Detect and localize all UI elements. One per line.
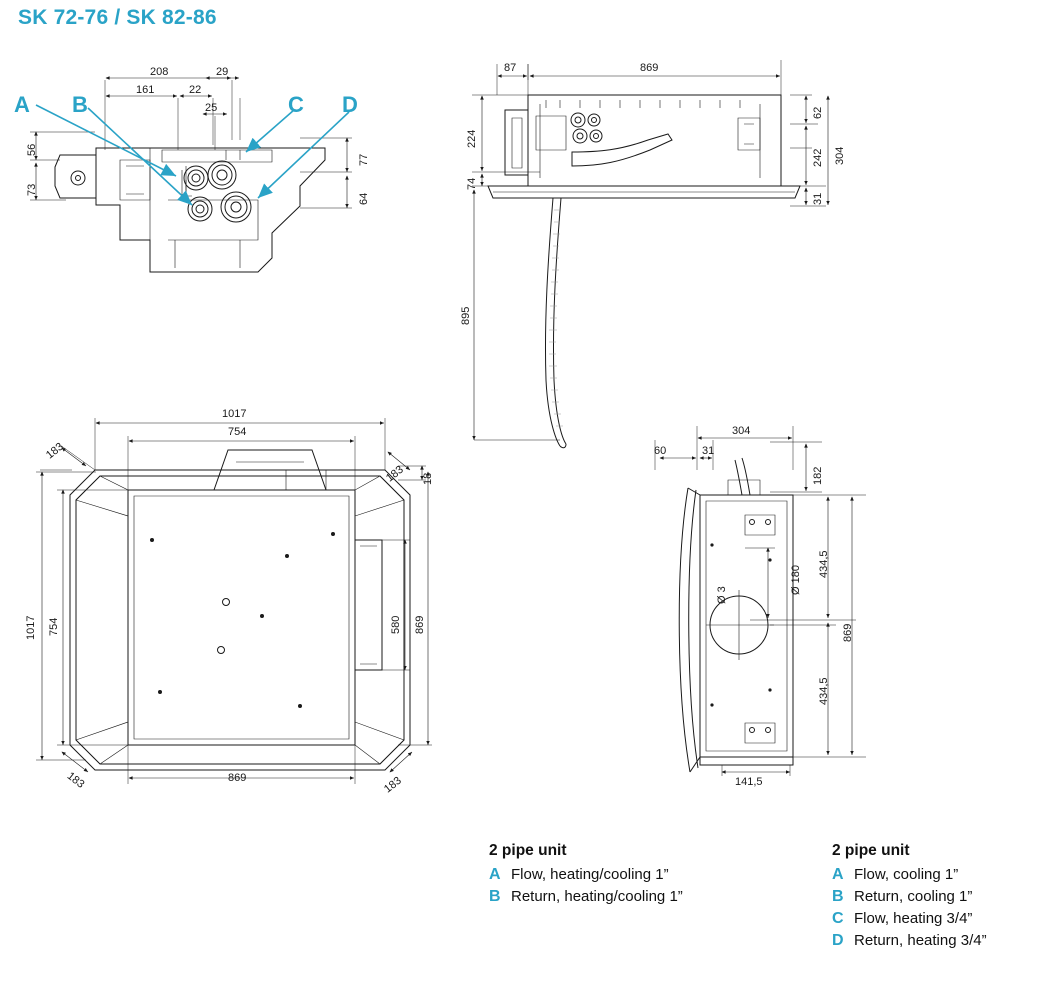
dimension-label: 580 (390, 615, 402, 634)
dimension-label: 31 (702, 445, 715, 457)
legend-2-pipe-unit-right (832, 842, 987, 954)
dimension-label: 434,5 (818, 550, 830, 578)
dimension-label: 1017 (222, 408, 247, 420)
legend-key: B (832, 888, 844, 905)
legend-row (832, 932, 987, 950)
dimension-label: Ø 180 (790, 565, 802, 595)
view-front-section (655, 426, 866, 776)
view-side-section (472, 60, 828, 448)
legend-heading: 2 pipe unit (832, 842, 910, 859)
legend-heading: 2 pipe unit (489, 842, 567, 859)
dimension-label: Ø 3 (716, 586, 728, 604)
dimension-label: 754 (48, 617, 60, 636)
dimension-label: 87 (504, 62, 517, 74)
legend-row (832, 910, 987, 928)
dimension-label: 242 (812, 148, 824, 167)
legend-text: Flow, heating/cooling 1” (511, 866, 669, 883)
dimension-label: 183 (384, 463, 406, 485)
legend-key: A (489, 866, 501, 883)
callout-d: D (342, 92, 358, 117)
dimension-label: 56 (26, 143, 38, 156)
dimension-label: 18 (422, 472, 434, 485)
legend-text: Flow, heating 3/4” (854, 910, 973, 927)
dimension-label: 64 (358, 192, 370, 205)
dimension-label: 304 (732, 425, 751, 437)
legend-text: Return, cooling 1” (854, 888, 973, 905)
dimension-label: 869 (414, 615, 426, 634)
legend-text: Flow, cooling 1” (854, 866, 959, 883)
dimension-label: 304 (834, 146, 846, 165)
dimension-label: 183 (382, 774, 404, 796)
legend-row (489, 866, 683, 884)
dimension-label: 183 (44, 440, 66, 462)
dimension-label: 869 (842, 623, 854, 642)
callout-b: B (72, 92, 88, 117)
legend-text: Return, heating/cooling 1” (511, 888, 683, 905)
legend-key: B (489, 888, 501, 905)
legend-row (832, 866, 987, 884)
dimension-label: 754 (228, 426, 247, 438)
dimension-label: 77 (358, 153, 370, 166)
legend-key: A (832, 866, 844, 883)
legend-key: C (832, 910, 844, 927)
legend-row (832, 888, 987, 906)
dimension-label: 25 (205, 102, 218, 114)
dimension-label: 434,5 (818, 677, 830, 705)
dimension-label: 1017 (25, 615, 37, 640)
callout-a: A (14, 92, 30, 117)
dimension-label: 31 (812, 192, 824, 205)
page-title: SK 72-76 / SK 82-86 (18, 6, 217, 29)
dimension-label: 60 (654, 445, 667, 457)
view-plan (36, 418, 432, 784)
dimension-label: 208 (150, 66, 169, 78)
dimension-label: 182 (812, 466, 824, 485)
dimension-label: 869 (228, 772, 247, 784)
dimension-label: 183 (64, 770, 87, 791)
dimension-label: 161 (136, 84, 155, 96)
legend-row (489, 888, 683, 906)
dimension-label: 869 (640, 62, 659, 74)
dimension-label: 73 (26, 183, 38, 196)
dimension-label: 62 (812, 106, 824, 119)
dimension-label: 22 (189, 84, 202, 96)
legend-2-pipe-unit-left (489, 842, 683, 910)
legend-key: D (832, 932, 844, 949)
dimension-label: 224 (466, 129, 478, 148)
dimension-label: 141,5 (735, 776, 763, 788)
legend-text: Return, heating 3/4” (854, 932, 987, 949)
dimension-label: 74 (466, 177, 478, 190)
callout-c: C (288, 92, 304, 117)
dimension-label: 895 (460, 306, 472, 325)
dimension-label: 29 (216, 66, 229, 78)
